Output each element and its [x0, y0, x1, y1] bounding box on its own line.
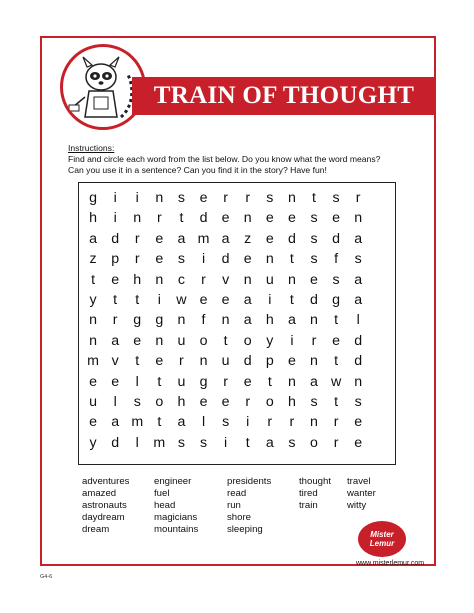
grid-letter[interactable]: h — [89, 210, 97, 227]
grid-letter[interactable]: d — [221, 251, 230, 268]
grid-letter[interactable]: o — [310, 434, 318, 451]
grid-letter[interactable]: r — [267, 414, 273, 431]
grid-letter[interactable]: n — [89, 332, 97, 349]
grid-letter[interactable]: e — [155, 230, 164, 247]
grid-letter[interactable]: s — [332, 190, 340, 206]
grid-letter[interactable]: t — [289, 291, 294, 308]
grid-row — [82, 372, 392, 392]
grid-letter[interactable]: p — [265, 353, 274, 370]
grid-letter[interactable]: t — [245, 434, 250, 451]
grid-letter[interactable]: t — [334, 312, 339, 329]
word-list-item: wanter — [347, 488, 376, 499]
grid-letter[interactable]: n — [310, 312, 318, 329]
grid-letter[interactable]: s — [177, 190, 185, 206]
word-list-item: train — [299, 500, 318, 511]
grid-letter[interactable]: n — [287, 271, 296, 288]
grid-row — [82, 412, 392, 432]
grid-letter[interactable]: h — [133, 271, 142, 288]
grid-letter[interactable]: s — [310, 210, 318, 227]
grid-letter[interactable]: r — [223, 190, 228, 206]
grid-letter[interactable]: y — [266, 332, 274, 349]
grid-row — [82, 249, 392, 269]
grid-letter[interactable]: e — [354, 414, 363, 431]
grid-letter[interactable]: d — [111, 230, 120, 247]
grid-letter[interactable]: a — [221, 230, 230, 247]
grid-letter[interactable]: r — [355, 190, 361, 206]
grid-row — [82, 310, 392, 330]
grid-letter[interactable]: s — [288, 434, 296, 451]
word-list-column-2 — [154, 476, 227, 536]
grid-letter[interactable]: s — [177, 434, 185, 451]
grid-letter[interactable]: t — [113, 291, 118, 308]
word-list-item: presidents — [227, 476, 272, 487]
grid-letter[interactable]: n — [89, 312, 97, 329]
grid-letter[interactable]: v — [222, 271, 230, 288]
grid-letter[interactable]: i — [268, 291, 272, 308]
grid-letter[interactable]: r — [245, 190, 251, 206]
grid-letter[interactable]: d — [332, 230, 341, 247]
grid-letter[interactable]: e — [354, 434, 363, 451]
word-list-item: witty — [347, 500, 367, 511]
grid-letter[interactable]: m — [87, 353, 99, 370]
grid-letter[interactable]: e — [221, 291, 230, 308]
grid-letter[interactable]: z — [244, 230, 252, 247]
grid-letter[interactable]: t — [135, 291, 140, 308]
word-list-item: daydream — [82, 512, 125, 523]
grid-letter[interactable]: e — [310, 271, 318, 288]
grid-letter[interactable]: t — [312, 190, 316, 206]
grid-row — [82, 351, 392, 371]
grid-letter[interactable]: s — [266, 190, 274, 206]
grid-letter[interactable]: h — [265, 312, 274, 329]
grid-letter[interactable]: e — [221, 393, 230, 410]
grid-letter[interactable]: n — [155, 271, 164, 288]
grid-letter[interactable]: u — [177, 332, 186, 349]
grid-letter[interactable]: i — [135, 190, 139, 206]
grid-letter[interactable]: r — [134, 251, 140, 268]
grid-letter[interactable]: d — [310, 291, 318, 308]
grid-letter[interactable]: a — [354, 230, 363, 247]
grid-letter[interactable]: r — [156, 210, 162, 227]
grid-letter[interactable]: e — [332, 210, 341, 227]
word-list-column-3 — [227, 476, 299, 536]
grid-letter[interactable]: c — [177, 271, 185, 288]
grid-letter[interactable]: e — [155, 353, 164, 370]
word-list — [82, 476, 407, 536]
grid-letter[interactable]: o — [199, 332, 208, 349]
grid-letter[interactable]: g — [332, 291, 341, 308]
grid-letter[interactable]: d — [287, 230, 296, 247]
grid-letter[interactable]: a — [111, 414, 120, 431]
grid-letter[interactable]: n — [243, 271, 252, 288]
grid-letter[interactable]: t — [157, 373, 162, 390]
website-link[interactable]: www.misterlemur.com — [356, 560, 425, 567]
grid-row — [82, 392, 392, 412]
grid-letter[interactable]: r — [134, 230, 140, 247]
grid-letter[interactable]: n — [354, 373, 363, 390]
grid-letter[interactable]: a — [354, 291, 363, 308]
grid-letter[interactable]: d — [199, 210, 208, 227]
grid-letter[interactable]: a — [265, 434, 274, 451]
word-list-item: fuel — [154, 488, 170, 499]
grid-letter[interactable]: w — [176, 291, 187, 308]
grid-letter[interactable]: i — [290, 332, 294, 349]
grid-letter[interactable]: p — [111, 251, 120, 268]
grid-letter[interactable]: y — [89, 434, 97, 451]
grid-letter[interactable]: n — [155, 332, 164, 349]
word-list-item: mountains — [154, 524, 199, 535]
word-list-item: amazed — [82, 488, 117, 499]
mister-lemur-badge — [358, 521, 406, 557]
grid-letter[interactable]: m — [197, 230, 210, 247]
grid-letter[interactable]: f — [201, 312, 206, 329]
grid-letter[interactable]: e — [199, 190, 208, 206]
grid-letter[interactable]: t — [267, 373, 272, 390]
grid-letter[interactable]: n — [265, 251, 274, 268]
grid-letter[interactable]: s — [177, 251, 185, 268]
grid-letter[interactable]: n — [243, 210, 252, 227]
word-list-item: astronauts — [82, 500, 127, 511]
badge-line-1: Mister — [370, 530, 394, 539]
grid-letter[interactable]: u — [221, 353, 230, 370]
grid-letter[interactable]: r — [289, 414, 295, 431]
grid-letter[interactable]: d — [354, 353, 363, 370]
page-title: TRAIN OF THOUGHT — [153, 82, 415, 109]
grid-letter[interactable]: e — [199, 291, 208, 308]
grid-letter[interactable]: d — [243, 353, 252, 370]
instructions-block — [68, 143, 428, 175]
word-list-item: magicians — [154, 512, 198, 523]
badge-line-2: Lemur — [369, 539, 395, 548]
grid-letter[interactable]: g — [133, 312, 142, 329]
grid-letter[interactable]: l — [356, 312, 360, 329]
grid-letter[interactable]: g — [199, 373, 208, 390]
grid-letter[interactable]: a — [111, 332, 120, 349]
grid-letter[interactable]: n — [177, 312, 186, 329]
grid-letter[interactable]: e — [243, 373, 252, 390]
grid-letter[interactable]: e — [89, 373, 97, 390]
grid-letter[interactable]: t — [289, 251, 294, 268]
word-list-item: sleeping — [227, 524, 263, 535]
grid-letter[interactable]: e — [199, 393, 208, 410]
grid-letter[interactable]: e — [155, 251, 164, 268]
grid-letter[interactable]: n — [199, 353, 208, 370]
word-list-item: thought — [299, 476, 332, 487]
grid-letter[interactable]: n — [310, 353, 318, 370]
grid-letter[interactable]: e — [287, 210, 296, 227]
grid-letter[interactable]: a — [243, 312, 252, 329]
word-search-grid — [82, 188, 392, 453]
grid-letter[interactable]: r — [201, 271, 206, 288]
grid-letter[interactable]: w — [330, 373, 342, 390]
grid-letter[interactable]: a — [177, 414, 186, 431]
word-list-item: shore — [227, 512, 251, 523]
grid-letter[interactable]: e — [265, 210, 274, 227]
instructions-line-2: Can you use it in a sentence? Can you find it in the story? Have fun! — [68, 164, 327, 175]
grid-letter[interactable]: l — [135, 373, 139, 390]
word-list-item: tired — [299, 488, 318, 499]
word-list-item: read — [227, 488, 247, 499]
grid-letter[interactable]: i — [201, 251, 206, 268]
grid-letter[interactable]: d — [354, 332, 363, 349]
grid-letter[interactable]: s — [133, 393, 141, 410]
grid-letter[interactable]: e — [265, 230, 274, 247]
grid-letter[interactable]: m — [131, 414, 144, 431]
grid-row — [82, 188, 392, 208]
grid-letter[interactable]: a — [287, 312, 296, 329]
grid-letter[interactable]: n — [221, 312, 230, 329]
grid-letter[interactable]: o — [265, 393, 274, 410]
grid-letter[interactable]: i — [157, 291, 161, 308]
grid-letter[interactable]: r — [333, 414, 339, 431]
instructions-heading: Instructions: — [68, 143, 115, 153]
grid-letter[interactable]: u — [177, 373, 186, 390]
grid-letter[interactable]: l — [135, 434, 139, 451]
grid-letter[interactable]: e — [133, 332, 142, 349]
grid-letter[interactable]: s — [310, 251, 318, 268]
grid-letter[interactable]: a — [310, 373, 318, 390]
grid-row — [82, 331, 392, 351]
word-list-item: dream — [82, 524, 110, 535]
grid-letter[interactable]: e — [243, 251, 252, 268]
grid-letter[interactable]: a — [177, 230, 186, 247]
grid-letter[interactable]: u — [265, 271, 274, 288]
grid-letter[interactable]: o — [243, 332, 252, 349]
grid-letter[interactable]: n — [287, 190, 296, 206]
grid-letter[interactable]: n — [133, 210, 142, 227]
grid-letter[interactable]: r — [179, 353, 184, 370]
grid-letter[interactable]: a — [243, 291, 252, 308]
grid-letter[interactable]: m — [153, 434, 166, 451]
grid-letter[interactable]: r — [223, 373, 228, 390]
grid-letter[interactable]: s — [199, 434, 208, 451]
grid-letter[interactable]: z — [89, 251, 97, 268]
grid-letter[interactable]: i — [113, 210, 117, 227]
grid-letter[interactable]: e — [287, 353, 296, 370]
grid-letter[interactable]: l — [201, 414, 206, 431]
grid-letter[interactable]: t — [91, 271, 96, 288]
grid-row — [82, 208, 392, 228]
grid-letter[interactable]: r — [333, 434, 339, 451]
grid-letter[interactable]: e — [332, 332, 341, 349]
title-banner — [132, 77, 436, 115]
grid-row — [82, 270, 392, 290]
word-list-column-4 — [299, 476, 347, 536]
grid-letter[interactable]: e — [221, 210, 230, 227]
grid-letter[interactable]: r — [311, 332, 317, 349]
grid-letter[interactable]: u — [89, 393, 97, 410]
grid-letter[interactable]: o — [155, 393, 164, 410]
grid-letter[interactable]: s — [310, 393, 318, 410]
grid-letter[interactable]: r — [245, 393, 251, 410]
grid-letter[interactable]: t — [157, 414, 162, 431]
word-list-item: adventures — [82, 476, 130, 487]
grid-letter[interactable]: n — [155, 190, 164, 206]
grid-letter[interactable]: d — [111, 434, 120, 451]
grid-letter[interactable]: e — [111, 271, 120, 288]
word-list-item: engineer — [154, 476, 192, 487]
word-list-item: run — [227, 500, 241, 511]
grid-letter[interactable]: t — [334, 393, 339, 410]
grid-letter[interactable]: v — [111, 353, 119, 370]
grid-letter[interactable]: t — [135, 353, 140, 370]
grid-letter[interactable]: t — [223, 332, 228, 349]
grid-letter[interactable]: f — [334, 251, 339, 268]
grid-letter[interactable]: s — [354, 393, 362, 410]
instructions-line-1: Find and circle each word from the list below. Do you know what the word means? — [68, 153, 381, 164]
grid-letter[interactable]: i — [246, 414, 250, 431]
grid-letter[interactable]: g — [89, 190, 97, 206]
grid-letter[interactable]: n — [310, 414, 318, 431]
grid-letter[interactable]: h — [287, 393, 296, 410]
grid-letter[interactable]: r — [112, 312, 118, 329]
grid-letter[interactable]: i — [113, 190, 117, 206]
grid-letter[interactable]: e — [89, 414, 97, 431]
grid-letter[interactable]: s — [310, 230, 318, 247]
grid-letter[interactable]: a — [89, 230, 97, 247]
grid-letter[interactable]: s — [222, 414, 230, 431]
grid-letter[interactable]: i — [224, 434, 228, 451]
grid-letter[interactable]: n — [354, 210, 363, 227]
word-list-item: head — [154, 500, 176, 511]
grid-row — [82, 229, 392, 249]
grid-letter[interactable]: s — [332, 271, 340, 288]
grid-letter[interactable]: n — [287, 373, 296, 390]
lemur-drawing-icon — [63, 47, 143, 127]
worksheet-code: G4-6 — [40, 574, 53, 580]
grid-letter[interactable]: t — [179, 210, 184, 227]
grid-letter[interactable]: t — [334, 353, 339, 370]
grid-row — [82, 433, 392, 453]
word-list-column-1 — [82, 476, 154, 536]
grid-letter[interactable]: s — [354, 251, 362, 268]
grid-letter[interactable]: h — [177, 393, 186, 410]
grid-letter[interactable]: y — [89, 291, 97, 308]
grid-letter[interactable]: l — [113, 393, 117, 410]
grid-row — [82, 290, 392, 310]
grid-letter[interactable]: a — [354, 271, 363, 288]
grid-letter[interactable]: g — [155, 312, 164, 329]
grid-letter[interactable]: e — [111, 373, 120, 390]
word-list-item: travel — [347, 476, 371, 487]
